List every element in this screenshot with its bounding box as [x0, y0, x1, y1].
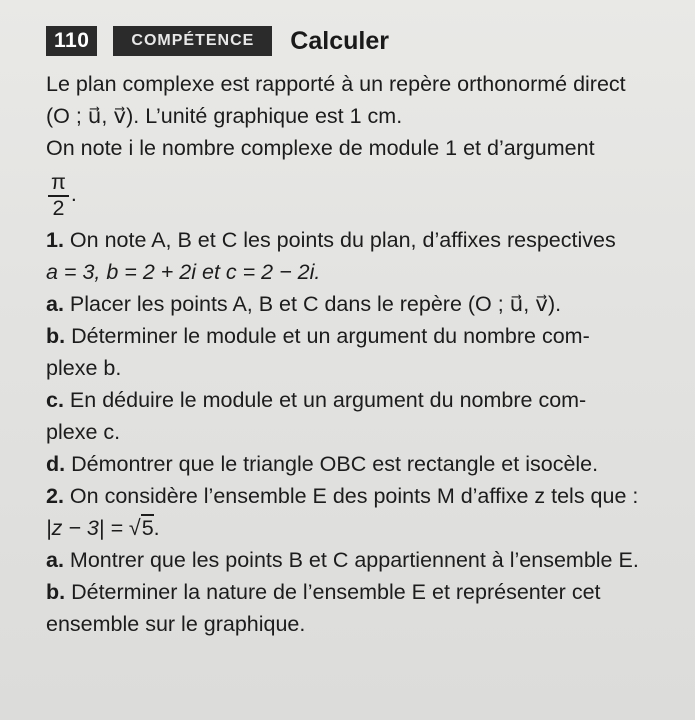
competence-badge: COMPÉTENCE — [113, 26, 272, 56]
intro-line-1: Le plan complexe est rapporté à un repère orthonormé direct — [46, 72, 626, 96]
question-2b-cont: ensemble sur le graphique. — [46, 612, 306, 636]
question-1d-label: d. — [46, 452, 66, 476]
exercise-body — [46, 68, 686, 640]
question-1a-label: a. — [46, 292, 64, 316]
exercise-number: 110 — [46, 26, 97, 56]
pi-over-two-fraction — [48, 171, 69, 220]
question-1d — [46, 448, 686, 480]
fraction-denominator: 2 — [52, 196, 65, 220]
intro-line-3: On note i le nombre complexe de module 1 et d’argument — [46, 136, 595, 160]
question-2 — [46, 480, 686, 512]
question-1c-text: En déduire le module et un argument du nombre com- — [69, 388, 587, 412]
question-2a — [46, 544, 686, 576]
question-1b-label: b. — [46, 324, 66, 348]
question-2-label: 2. — [46, 484, 64, 508]
question-1a-text: Placer les points A, B et C dans le repère (O ; u⃗, v⃗). — [69, 292, 562, 316]
question-2b-label: b. — [46, 580, 66, 604]
question-1d-text: Démontrer que le triangle OBC est rectangle et isocèle. — [71, 452, 599, 476]
question-1c-cont: plexe c. — [46, 420, 121, 444]
equation-end: . — [153, 516, 160, 540]
question-2b — [46, 576, 686, 608]
question-1c — [46, 384, 686, 416]
intro-line-2 — [46, 100, 686, 132]
question-1-text: On note A, B et C les points du plan, d’affixes respectives — [69, 228, 616, 252]
question-1-label: 1. — [46, 228, 64, 252]
fraction-period: . — [70, 182, 77, 206]
question-2b-text: Déterminer la nature de l’ensemble E et représenter cet — [71, 580, 601, 604]
repere-notation: (O ; u⃗, v⃗) — [46, 104, 134, 128]
question-1-affixes: a = 3, b = 2 + 2i et c = 2 − 2i. — [46, 260, 321, 284]
question-1b — [46, 320, 686, 352]
question-1c-label: c. — [46, 388, 64, 412]
exercise-header — [46, 20, 389, 62]
question-1b-text: Déterminer le module et un argument du nombre com- — [71, 324, 590, 348]
competence-title: Calculer — [290, 26, 389, 55]
equation-left: |z − 3| = √ — [46, 516, 141, 540]
question-1b-cont: plexe b. — [46, 356, 122, 380]
intro-argument — [46, 164, 686, 224]
question-2a-text: Montrer que les points B et C appartiennent à l’ensemble E. — [69, 548, 639, 572]
question-2-equation — [46, 512, 686, 544]
question-1 — [46, 224, 686, 256]
question-2-text: On considère l’ensemble E des points M d’affixe z tels que : — [69, 484, 639, 508]
question-2a-label: a. — [46, 548, 64, 572]
fraction-numerator: π — [48, 171, 69, 197]
equation-radicand: 5 — [141, 516, 154, 540]
question-1a — [46, 288, 686, 320]
intro-unit-text: . L’unité graphique est 1 cm. — [133, 104, 403, 128]
